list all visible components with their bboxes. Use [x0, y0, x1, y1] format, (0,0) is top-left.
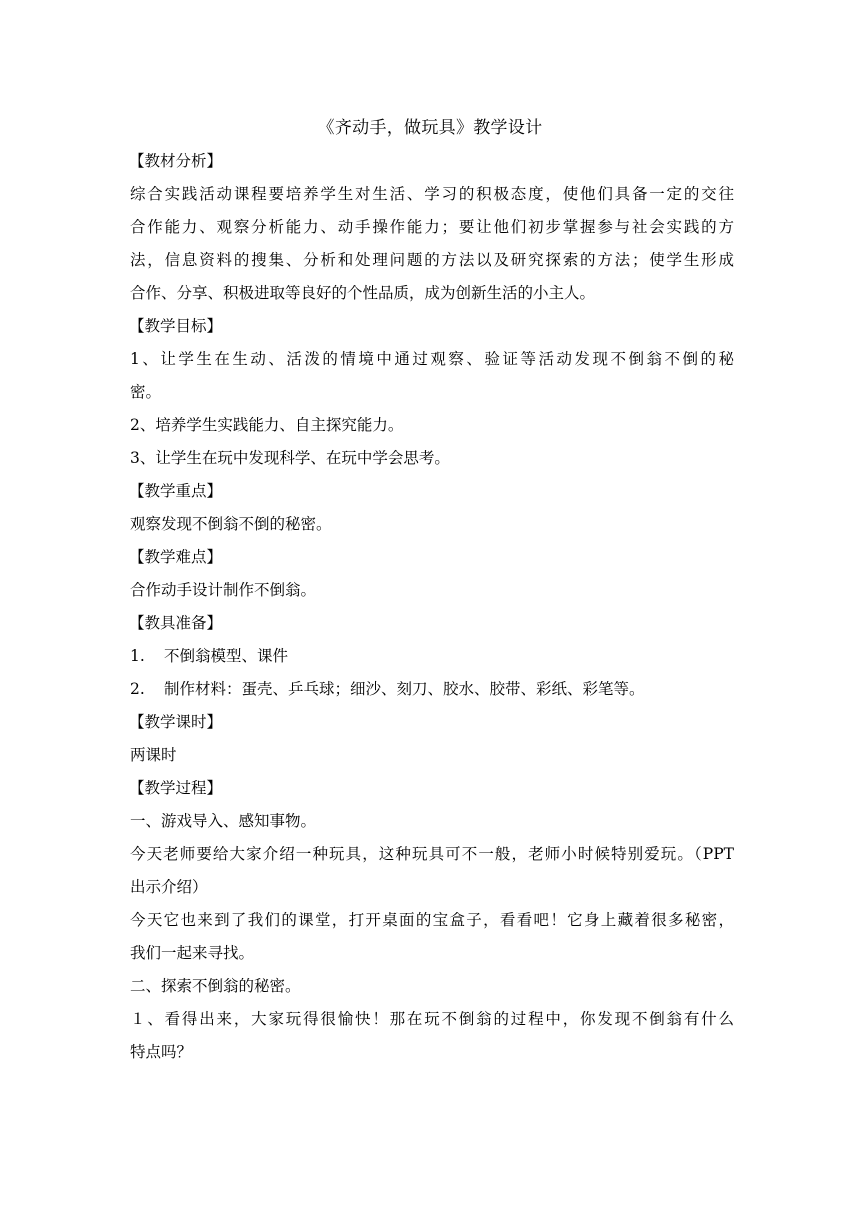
prep-item — [130, 640, 734, 673]
process-para-1-line: 今天老师要给大家介绍一种玩具，这种玩具可不一般，老师小时候特别爱玩。（PPT — [130, 845, 734, 863]
process-para-3-line: １、看得出来，大家玩得很愉快！那在玩不倒翁的过程中，你发现不倒翁有什么 — [130, 1010, 734, 1028]
goal-3: 3、让学生在玩中发现科学、在玩中学会思考。 — [130, 449, 450, 467]
analysis-line: 合作能力、观察分析能力、动手操作能力；要让他们初步掌握参与社会实践的方 — [130, 218, 734, 236]
process-para-3-line: 特点吗？ — [130, 1043, 193, 1061]
hours-heading: 【教学课时】 — [129, 713, 223, 731]
prep-heading: 【教具准备】 — [129, 614, 223, 632]
analysis-line: 法，信息资料的搜集、分析和处理问题的方法以及研究探索的方法；使学生形成 — [130, 251, 734, 269]
hours-text: 两课时 — [130, 746, 177, 764]
analysis-heading: 【教材分析】 — [129, 152, 223, 170]
document-title: 《齐动手，做玩具》教学设计 — [317, 118, 543, 138]
prep-item — [130, 673, 734, 706]
difficulty-heading: 【教学难点】 — [129, 548, 223, 566]
prep-item-text: 制作材料：蛋壳、乒乓球；细沙、刻刀、胶水、胶带、彩纸、彩笔等。 — [164, 680, 645, 698]
prep-item-number: 2. — [130, 680, 145, 698]
process-para-1-line: 出示介绍） — [130, 878, 208, 896]
key-text: 观察发现不倒翁不倒的秘密。 — [130, 515, 332, 533]
analysis-line: 合作、分享、积极进取等良好的个性品质，成为创新生活的小主人。 — [130, 284, 596, 302]
prep-item-number: 1. — [130, 647, 145, 665]
process-para-2-line: 今天它也来到了我们的课堂，打开桌面的宝盒子，看看吧！它身上藏着很多秘密， — [130, 911, 734, 929]
goal-1-line: 1、让学生在生动、活泼的情境中通过观察、验证等活动发现不倒翁不倒的秘 — [130, 350, 734, 368]
document-body — [130, 145, 734, 1069]
goal-2: 2、培养学生实践能力、自主探究能力。 — [130, 416, 404, 434]
difficulty-text: 合作动手设计制作不倒翁。 — [130, 581, 317, 599]
key-heading: 【教学重点】 — [129, 482, 223, 500]
prep-item-text: 不倒翁模型、课件 — [164, 647, 289, 665]
goal-1-line: 密。 — [130, 383, 162, 401]
analysis-line: 综合实践活动课程要培养学生对生活、学习的积极态度，使他们具备一定的交往 — [130, 185, 734, 203]
process-para-2-line: 我们一起来寻找。 — [130, 944, 255, 962]
process-heading: 【教学过程】 — [129, 779, 223, 797]
process-step-2: 二、探索不倒翁的秘密。 — [130, 977, 301, 995]
process-step-1: 一、游戏导入、感知事物。 — [130, 812, 317, 830]
goals-heading: 【教学目标】 — [129, 317, 223, 335]
